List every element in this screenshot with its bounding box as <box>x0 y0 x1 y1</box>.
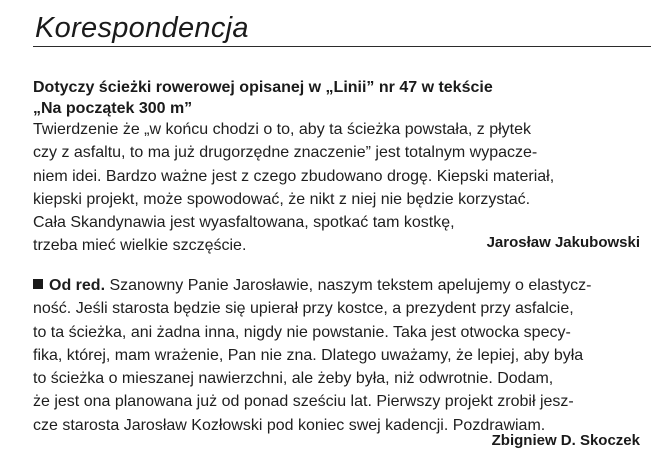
letter-headline-line: Dotyczy ścieżki rowerowej opisanej w „Linii” nr 47 w tekście <box>33 79 493 96</box>
reply-lead: Od red. <box>49 277 106 294</box>
letter-signature: Jarosław Jakubowski <box>486 234 640 251</box>
title-underline <box>33 46 651 47</box>
reply-body-line: cze starosta Jarosław Kozłowski pod koniec swej kadencji. Pozdrawiam. <box>33 416 546 434</box>
section-title: Korespondencja <box>35 12 249 44</box>
letter-body-line: kiepski projekt, może spowodować, że nikt z niej nie będzie korzystać. <box>33 190 531 208</box>
letter-headline-line: „Na początek 300 m” <box>33 100 193 117</box>
editor-reply-body <box>33 274 648 437</box>
reply-body-line: ność. Jeśli starosta będzie się upierał przy kostce, a prezydent przy asfalcie, <box>33 300 574 318</box>
reply-body-line: to ścieżka o mieszanej nawierzchni, ale żeby była, niż odwrotnie. Dodam, <box>33 370 554 388</box>
black-square-icon <box>33 279 43 289</box>
reply-first-line <box>33 274 648 297</box>
letter-body-line: trzeba mieć wielkie szczęście. <box>33 237 247 255</box>
reply-signature: Zbigniew D. Skoczek <box>491 432 640 449</box>
letter-body-line: Cała Skandynawia jest wyasfaltowana, spotkać tam kostkę, <box>33 214 455 232</box>
letter-body-line: niem idei. Bardzo ważne jest z czego zbudowano drogę. Kiepski materiał, <box>33 167 555 185</box>
letter-body-line: Twierdzenie że „w końcu chodzi o to, aby ta ścieżka powstała, z płytek <box>33 121 532 138</box>
reply-body-line: fika, której, mam wrażenie, Pan nie zna. Dlatego uważamy, że lepiej, aby była <box>33 346 584 364</box>
letter-body-line: czy z asfaltu, to ma już drugorzędne znaczenie” jest totalnym wypacze- <box>33 144 538 162</box>
letter-headline <box>33 77 643 119</box>
reply-first-line-text: Szanowny Panie Jarosławie, naszym tekstem apelujemy o elastycz- <box>105 277 592 294</box>
reply-body-line: że jest ona planowana już od ponad sześciu lat. Pierwszy projekt zrobił jesz- <box>33 393 574 411</box>
reply-body-line: to ta ścieżka, ani żadna inna, nigdy nie powstanie. Taka jest otwocka specy- <box>33 323 571 341</box>
